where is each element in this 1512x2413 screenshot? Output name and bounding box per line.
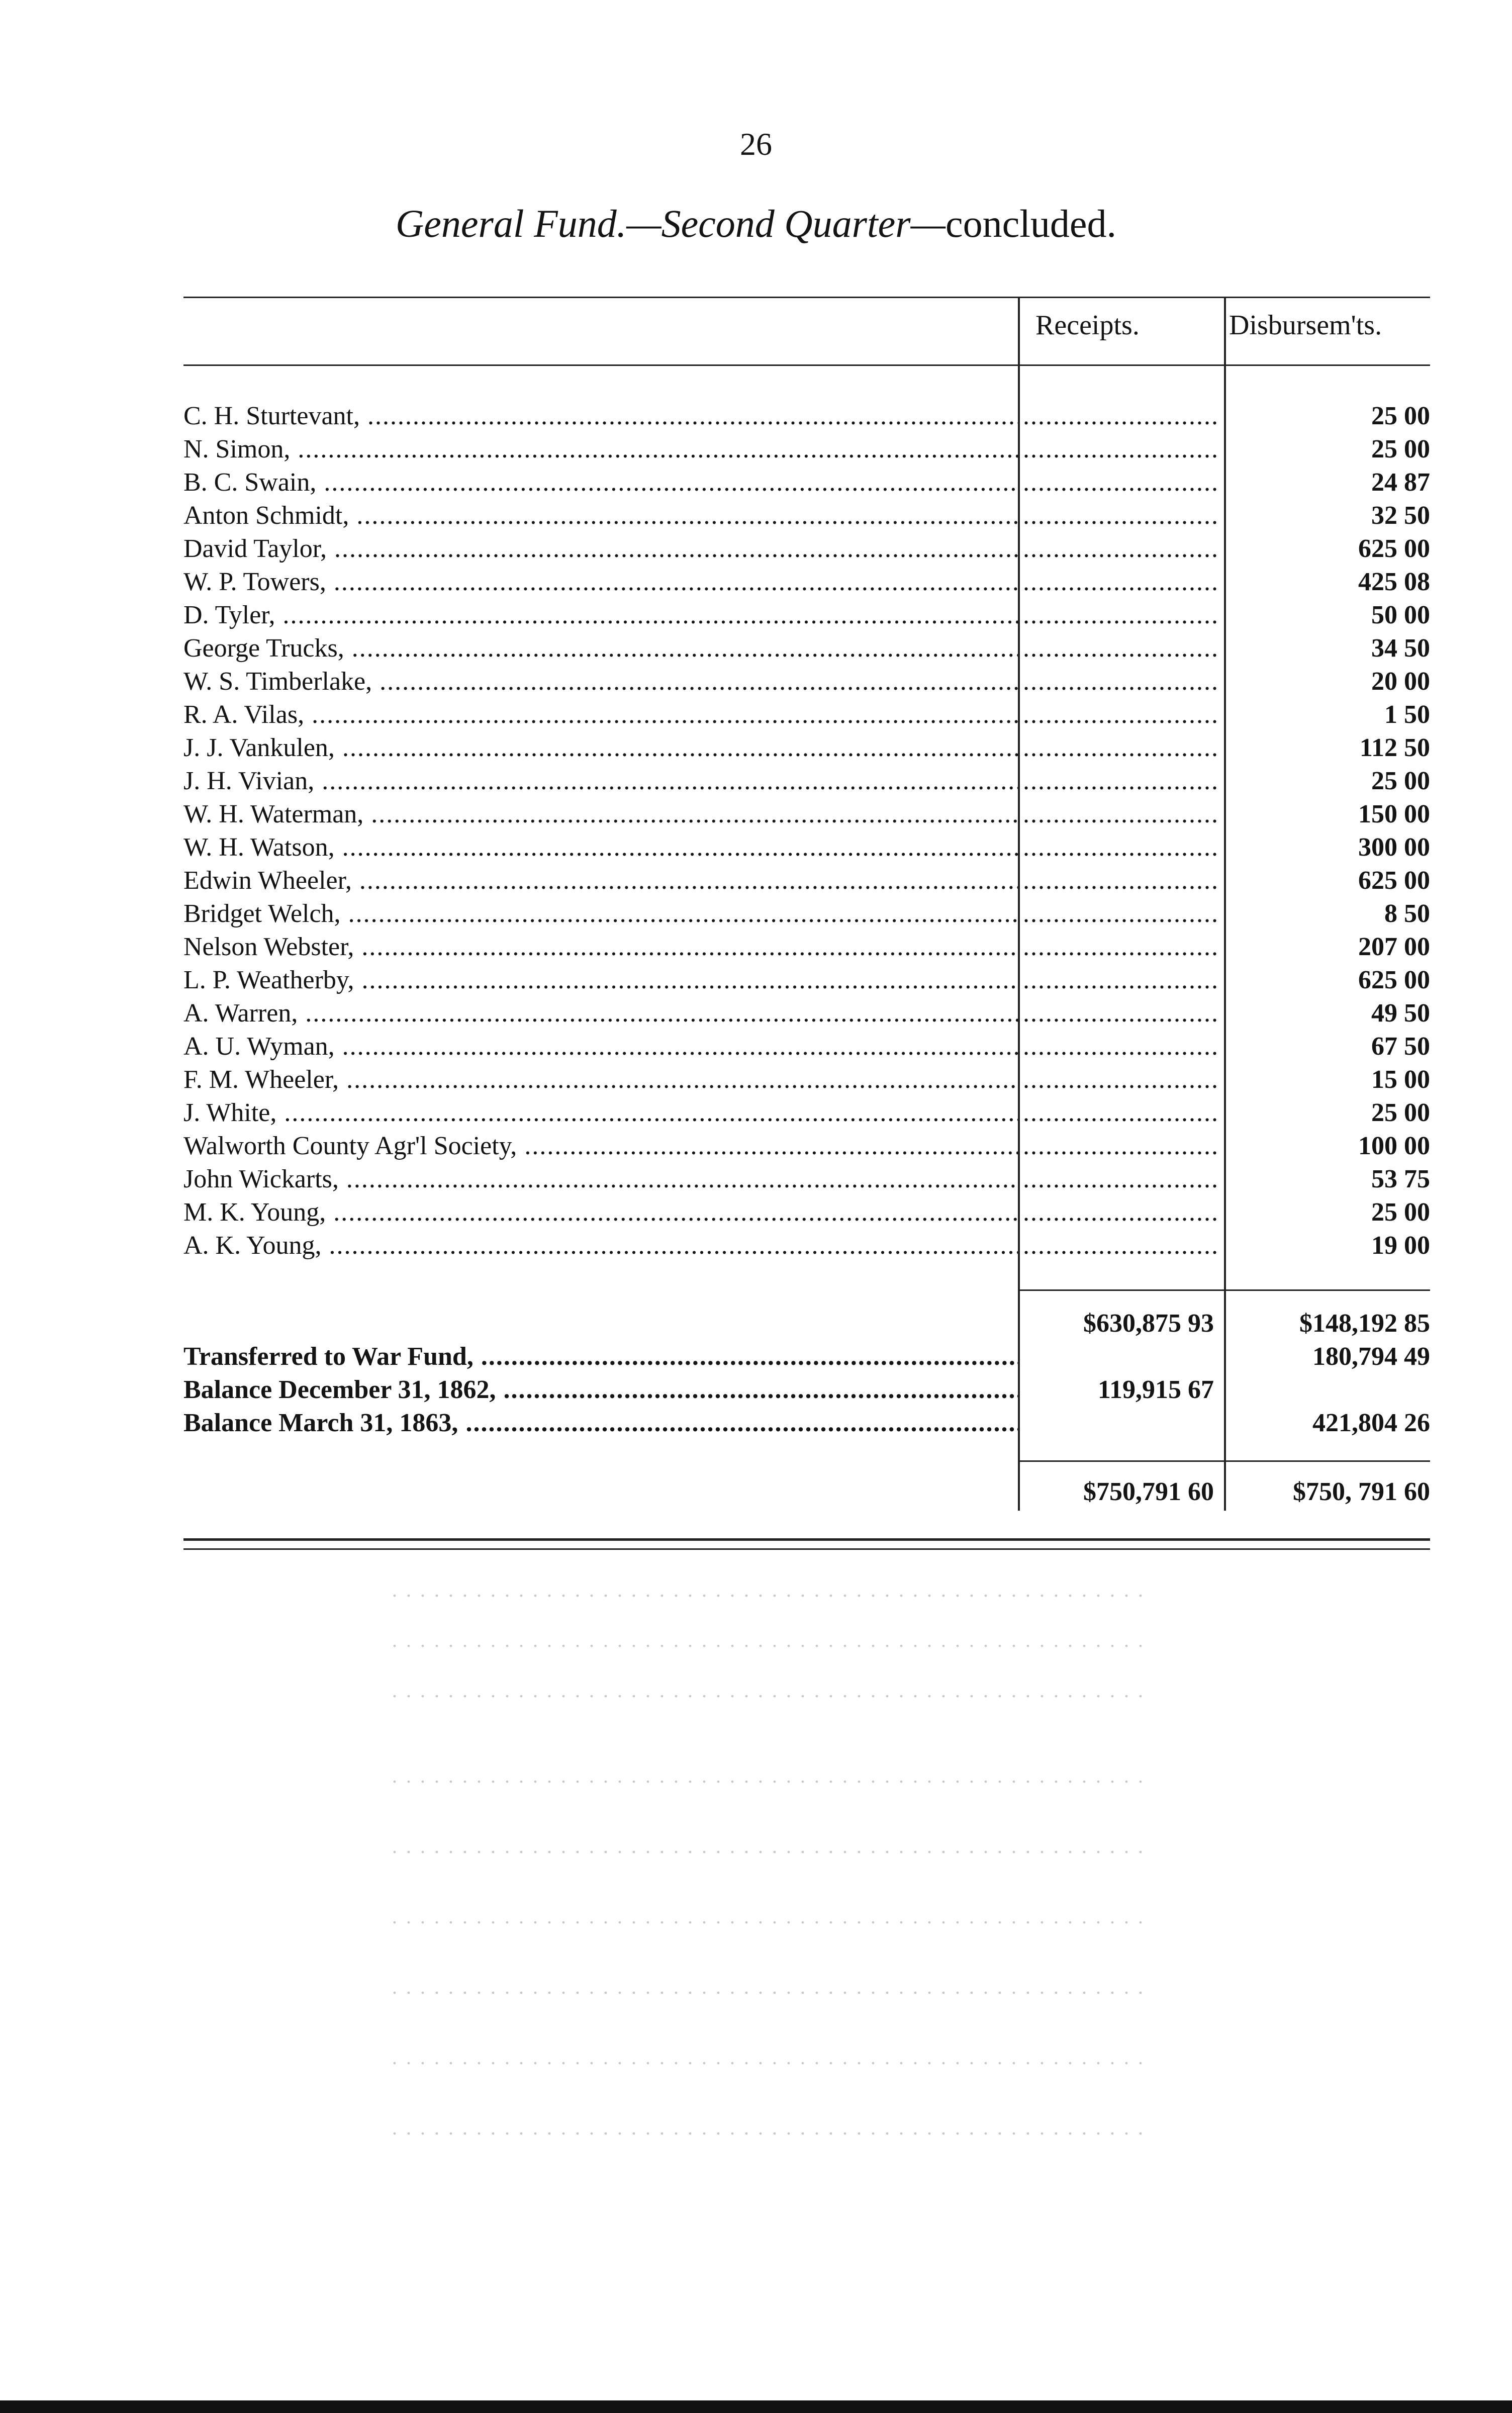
table-row	[183, 997, 1430, 1030]
disbursement-value: 53 75	[1371, 1165, 1430, 1193]
receipt-leader	[1023, 1196, 1219, 1229]
payee-name: W. H. Waterman, .....	[183, 798, 1018, 831]
receipt-leader	[1023, 665, 1219, 698]
disbursement-value: 25 00	[1371, 435, 1430, 463]
receipt-leader	[1023, 1063, 1219, 1096]
table-row	[183, 599, 1430, 632]
payee-name: John Wickarts, .....	[183, 1163, 1018, 1196]
bleed-through-line: . . . . . . . . . . . . . . . . . . . . . . . . . . . . . . . . . . . . . . . . . . . . . . . . . . . . . .	[392, 1765, 1145, 1787]
table-row	[183, 566, 1430, 599]
subtotal-line	[183, 1307, 1430, 1340]
receipt-leader	[1023, 897, 1219, 931]
grand-total-disbursements: $750, 791 60	[1293, 1477, 1430, 1506]
table-row	[183, 1030, 1430, 1063]
transfer-disbursements: 421,804 26	[1312, 1409, 1430, 1437]
transfer-row	[183, 1373, 1430, 1407]
subtotal-rule-disbursements	[1226, 1289, 1430, 1291]
table-row	[183, 1163, 1430, 1196]
payee-name: J. White, .....	[183, 1096, 1018, 1130]
receipt-leader	[1023, 698, 1219, 731]
subtotal-disbursements: $148,192 85	[1299, 1309, 1430, 1338]
table-row	[183, 1130, 1430, 1163]
disbursement-value: 32 50	[1371, 501, 1430, 530]
disbursement-value: 24 87	[1371, 468, 1430, 497]
bleed-through-line: . . . . . . . . . . . . . . . . . . . . . . . . . . . . . . . . . . . . . . . . . . . . . . . . . . . . . .	[392, 1905, 1145, 1928]
bleed-through-line: . . . . . . . . . . . . . . . . . . . . . . . . . . . . . . . . . . . . . . . . . . . . . . . . . . . . . .	[392, 2116, 1145, 2139]
receipt-leader	[1023, 466, 1219, 499]
table-row	[183, 1096, 1430, 1130]
disbursements-header: Disbursem'ts.	[1229, 310, 1382, 341]
disbursement-value: 300 00	[1358, 833, 1430, 862]
receipt-leader	[1023, 400, 1219, 433]
bleed-through-line: . . . . . . . . . . . . . . . . . . . . . . . . . . . . . . . . . . . . . . . . . . . . . . . . . . . . . .	[392, 1679, 1145, 1702]
bleed-through-line: . . . . . . . . . . . . . . . . . . . . . . . . . . . . . . . . . . . . . . . . . . . . . . . . . . . . . .	[392, 1629, 1145, 1651]
disbursement-value: 25 00	[1371, 1098, 1430, 1127]
payee-name: George Trucks, .....	[183, 632, 1018, 665]
disbursement-value: 34 50	[1371, 634, 1430, 663]
disbursement-value: 625 00	[1358, 966, 1430, 994]
disbursement-value: 112 50	[1359, 733, 1430, 762]
disbursement-value: 625 00	[1358, 534, 1430, 563]
receipt-leader	[1023, 499, 1219, 532]
payee-name: A. Warren, .....	[183, 997, 1018, 1030]
receipt-leader	[1023, 798, 1219, 831]
payee-name: Nelson Webster, .....	[183, 931, 1018, 964]
disbursement-value: 25 00	[1371, 767, 1430, 795]
payee-name: A. U. Wyman, .....	[183, 1030, 1018, 1063]
payee-name: N. Simon, .....	[183, 433, 1018, 466]
table-row	[183, 1196, 1430, 1229]
disbursement-value: 50 00	[1371, 601, 1430, 629]
scan-bottom-edge	[0, 2400, 1512, 2413]
table-row	[183, 731, 1430, 765]
table-row	[183, 798, 1430, 831]
payee-name: W. P. Towers, .....	[183, 566, 1018, 599]
payee-name: C. H. Sturtevant, .....	[183, 400, 1018, 433]
grand-total-row	[183, 1475, 1430, 1509]
receipt-leader	[1023, 831, 1219, 864]
table-row	[183, 1063, 1430, 1096]
table-row	[183, 499, 1430, 532]
disbursement-value: 207 00	[1358, 933, 1430, 961]
table-row	[183, 632, 1430, 665]
payee-name: W. H. Watson, .....	[183, 831, 1018, 864]
table-row	[183, 698, 1430, 731]
closing-rule-2	[183, 1548, 1430, 1550]
disbursement-value: 25 00	[1371, 402, 1430, 430]
transfer-row	[183, 1340, 1430, 1373]
payee-name: R. A. Vilas, .....	[183, 698, 1018, 731]
payee-name: Anton Schmidt, .....	[183, 499, 1018, 532]
receipt-leader	[1023, 433, 1219, 466]
receipt-leader	[1023, 532, 1219, 566]
page-title	[0, 201, 1512, 246]
receipt-leader	[1023, 931, 1219, 964]
transfers-block	[183, 1340, 1430, 1440]
payee-name: Bridget Welch, .....	[183, 897, 1018, 931]
grand-total-rule-receipts	[1020, 1460, 1224, 1462]
header-bottom-rule	[183, 364, 1430, 366]
payee-name: D. Tyler, .....	[183, 599, 1018, 632]
transfer-row	[183, 1407, 1430, 1440]
receipt-leader	[1023, 1229, 1219, 1262]
table-row	[183, 931, 1430, 964]
transfer-label: Transferred to War Fund, .....	[183, 1340, 1018, 1373]
payee-name: David Taylor, .....	[183, 532, 1018, 566]
receipt-leader	[1023, 1030, 1219, 1063]
receipt-leader	[1023, 599, 1219, 632]
payee-name: M. K. Young, .....	[183, 1196, 1018, 1229]
receipt-leader	[1023, 964, 1219, 997]
receipt-leader	[1023, 864, 1219, 897]
transfer-receipts: 119,915 67	[1097, 1375, 1214, 1404]
table-row	[183, 1229, 1430, 1262]
disbursement-value: 425 08	[1358, 568, 1430, 596]
receipt-leader	[1023, 632, 1219, 665]
page-title-italic: General Fund.—Second Quarter—	[395, 202, 946, 245]
table-row	[183, 864, 1430, 897]
receipt-leader	[1023, 1163, 1219, 1196]
grand-total-receipts: $750,791 60	[1083, 1477, 1214, 1506]
disbursement-value: 150 00	[1358, 800, 1430, 828]
payee-name: J. H. Vivian, .....	[183, 765, 1018, 798]
payee-name: W. S. Timberlake, .....	[183, 665, 1018, 698]
table-top-rule	[183, 297, 1430, 298]
grand-total-line	[183, 1475, 1430, 1509]
payee-name: Walworth County Agr'l Society, .....	[183, 1130, 1018, 1163]
disbursement-value: 15 00	[1371, 1065, 1430, 1094]
payee-name: B. C. Swain, .....	[183, 466, 1018, 499]
disbursement-value: 8 50	[1384, 899, 1430, 928]
transfer-label: Balance December 31, 1862, .....	[183, 1373, 1018, 1407]
disbursement-value: 625 00	[1358, 866, 1430, 895]
transfer-disbursements: 180,794 49	[1312, 1342, 1430, 1371]
disbursement-value: 1 50	[1384, 700, 1430, 729]
disbursement-value: 25 00	[1371, 1198, 1430, 1227]
bleed-through-line: . . . . . . . . . . . . . . . . . . . . . . . . . . . . . . . . . . . . . . . . . . . . . . . . . . . . . .	[392, 1835, 1145, 1858]
disbursement-value: 20 00	[1371, 667, 1430, 696]
payee-name: Edwin Wheeler, .....	[183, 864, 1018, 897]
disbursement-value: 100 00	[1358, 1132, 1430, 1160]
disbursement-value: 49 50	[1371, 999, 1430, 1028]
page-title-plain: concluded.	[946, 202, 1117, 245]
disbursement-value: 67 50	[1371, 1032, 1430, 1061]
table-row	[183, 400, 1430, 433]
receipt-leader	[1023, 1096, 1219, 1130]
payee-name: A. K. Young, .....	[183, 1229, 1018, 1262]
subtotal-receipts: $630,875 93	[1083, 1309, 1214, 1338]
entries-list	[183, 400, 1430, 1262]
table-row	[183, 433, 1430, 466]
bleed-through-line: . . . . . . . . . . . . . . . . . . . . . . . . . . . . . . . . . . . . . . . . . . . . . . . . . . . . . .	[392, 2046, 1145, 2069]
bleed-through-line: . . . . . . . . . . . . . . . . . . . . . . . . . . . . . . . . . . . . . . . . . . . . . . . . . . . . . .	[392, 1579, 1145, 1601]
table-row	[183, 964, 1430, 997]
receipt-leader	[1023, 1130, 1219, 1163]
bleed-through-line: . . . . . . . . . . . . . . . . . . . . . . . . . . . . . . . . . . . . . . . . . . . . . . . . . . . . . .	[392, 1976, 1145, 1998]
receipt-leader	[1023, 731, 1219, 765]
table-row	[183, 532, 1430, 566]
payee-name: J. J. Vankulen, .....	[183, 731, 1018, 765]
table-row	[183, 665, 1430, 698]
receipt-leader	[1023, 765, 1219, 798]
table-row	[183, 831, 1430, 864]
payee-name: F. M. Wheeler, .....	[183, 1063, 1018, 1096]
disbursement-value: 19 00	[1371, 1231, 1430, 1260]
table-row	[183, 466, 1430, 499]
table-row	[183, 765, 1430, 798]
grand-total-rule-disbursements	[1226, 1460, 1430, 1462]
transfer-label: Balance March 31, 1863, .....	[183, 1407, 1018, 1440]
closing-rule-1	[183, 1538, 1430, 1541]
page-number: 26	[740, 126, 772, 162]
subtotal-rule-receipts	[1020, 1289, 1224, 1291]
receipt-leader	[1023, 566, 1219, 599]
receipt-leader	[1023, 997, 1219, 1030]
subtotal-row	[183, 1307, 1430, 1340]
receipts-header: Receipts.	[1035, 310, 1140, 341]
table-row	[183, 897, 1430, 931]
payee-name: L. P. Weatherby, .....	[183, 964, 1018, 997]
